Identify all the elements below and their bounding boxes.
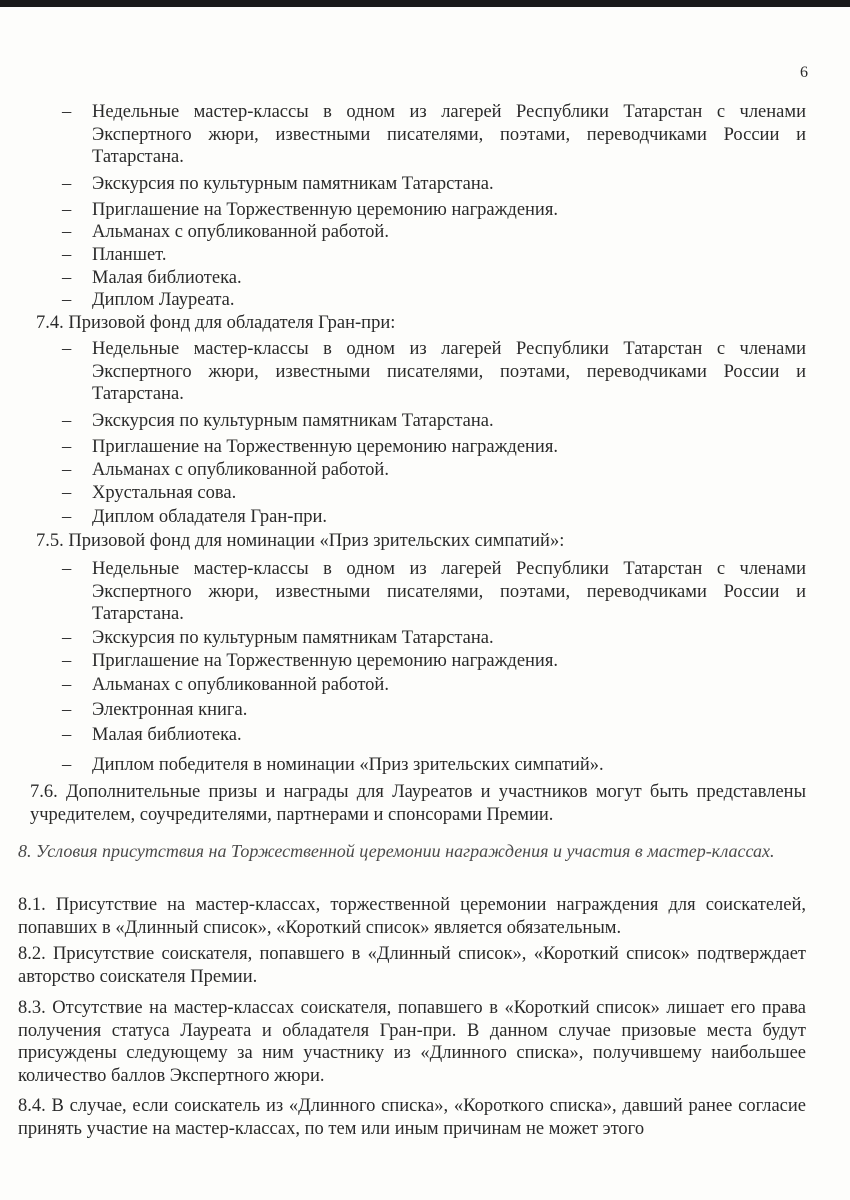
bullet-dash: – bbox=[62, 245, 72, 265]
list-item bbox=[62, 650, 806, 673]
list-item-text: Малая библиотека. bbox=[92, 725, 242, 745]
section-7-5-heading: 7.5. Призовой фонд для номинации «Приз зрительских симпатий»: bbox=[36, 531, 565, 551]
list-item bbox=[62, 754, 806, 777]
section-7-6: 7.6. Дополнительные призы и награды для Лауреатов и участников могут быть представлены учредителем, соучредителями, партнерами и спонсорами Премии. bbox=[30, 782, 806, 825]
bullet-dash: – bbox=[62, 675, 72, 695]
page-number: 6 bbox=[800, 64, 808, 81]
bullet-dash: – bbox=[62, 628, 72, 648]
list-item-text: Альманах с опубликованной работой. bbox=[92, 460, 389, 480]
bullet-dash: – bbox=[62, 755, 72, 775]
list-item bbox=[62, 244, 806, 267]
bullet-dash: – bbox=[62, 460, 72, 480]
section-8-heading: 8. Условия присутствия на Торжественной церемонии награждения и участия в мастер-классах. bbox=[18, 841, 775, 861]
list-item bbox=[62, 724, 806, 747]
list-item-text: Диплом Лауреата. bbox=[92, 290, 235, 310]
bullet-dash: – bbox=[62, 507, 72, 527]
list-item-text: Экскурсия по культурным памятникам Татарстана. bbox=[92, 628, 494, 648]
list-item-text: Приглашение на Торжественную церемонию награждения. bbox=[92, 651, 558, 671]
list-item-text: Приглашение на Торжественную церемонию награждения. bbox=[92, 200, 558, 220]
list-item bbox=[62, 699, 806, 722]
bullet-dash: – bbox=[62, 559, 72, 579]
bullet-dash: – bbox=[62, 437, 72, 457]
bullet-dash: – bbox=[62, 222, 72, 242]
bullet-dash: – bbox=[62, 268, 72, 288]
list-item bbox=[62, 338, 806, 406]
bullet-dash: – bbox=[62, 174, 72, 194]
list-item-text: Недельные мастер-классы в одном из лагерей Республики Татарстан с членами Экспертного жюри, известными писателями, поэтами, переводчиками России и Татарстана. bbox=[92, 102, 806, 167]
list-item-text: Альманах с опубликованной работой. bbox=[92, 675, 389, 695]
scan-edge bbox=[0, 0, 850, 7]
section-8-1: 8.1. Присутствие на мастер-классах, торжественной церемонии награждения для соискателей, попавших в «Длинный список», «Короткий список» является обязательным. bbox=[18, 895, 806, 938]
bullet-dash: – bbox=[62, 651, 72, 671]
bullet-dash: – bbox=[62, 102, 72, 122]
list-item-text: Диплом обладателя Гран-при. bbox=[92, 507, 328, 527]
list-item-text: Экскурсия по культурным памятникам Татарстана. bbox=[92, 411, 494, 431]
list-item-text: Малая библиотека. bbox=[92, 268, 242, 288]
list-item-text: Альманах с опубликованной работой. bbox=[92, 222, 389, 242]
list-item-text: Диплом победителя в номинации «Приз зрительских симпатий». bbox=[92, 755, 604, 775]
bullet-dash: – bbox=[62, 411, 72, 431]
list-item bbox=[62, 558, 806, 626]
list-item-text: Приглашение на Торжественную церемонию награждения. bbox=[92, 437, 558, 457]
list-item bbox=[62, 267, 806, 290]
list-item-text: Недельные мастер-классы в одном из лагерей Республики Татарстан с членами Экспертного жюри, известными писателями, поэтами, переводчиками России и Татарстана. bbox=[92, 559, 806, 624]
bullet-dash: – bbox=[62, 290, 72, 310]
list-item bbox=[62, 221, 806, 244]
list-item bbox=[62, 482, 806, 505]
list-item-text: Планшет. bbox=[92, 245, 167, 265]
bullet-dash: – bbox=[62, 700, 72, 720]
bullet-dash: – bbox=[62, 725, 72, 745]
list-item bbox=[62, 199, 806, 222]
bullet-dash: – bbox=[62, 200, 72, 220]
list-item bbox=[62, 459, 806, 482]
list-item bbox=[62, 101, 806, 169]
list-item-text: Экскурсия по культурным памятникам Татарстана. bbox=[92, 174, 494, 194]
list-item bbox=[62, 410, 806, 433]
section-8-4: 8.4. В случае, если соискатель из «Длинного списка», «Короткого списка», давший ранее согласие принять участие на мастер-классах, по тем или иным причинам не может этого bbox=[18, 1096, 806, 1139]
list-item bbox=[62, 173, 806, 196]
list-item bbox=[62, 627, 806, 650]
bullet-dash: – bbox=[62, 339, 72, 359]
list-item bbox=[62, 674, 806, 697]
section-8-3: 8.3. Отсутствие на мастер-классах соискателя, попавшего в «Короткий список» лишает его права получения статуса Лауреата и обладателя Гран-при. В данном случае призовые места будут присуждены следующему за ним участнику из «Длинного списка», получившему наибольшее количество баллов Экспертного жюри. bbox=[18, 998, 806, 1086]
list-item bbox=[62, 436, 806, 459]
list-item-text: Хрустальная сова. bbox=[92, 483, 237, 503]
list-item-text: Электронная книга. bbox=[92, 700, 248, 720]
list-item bbox=[62, 506, 806, 529]
list-item-text: Недельные мастер-классы в одном из лагерей Республики Татарстан с членами Экспертного жюри, известными писателями, поэтами, переводчиками России и Татарстана. bbox=[92, 339, 806, 404]
section-7-4-heading: 7.4. Призовой фонд для обладателя Гран-при: bbox=[36, 313, 396, 333]
section-8-2: 8.2. Присутствие соискателя, попавшего в «Длинный список», «Короткий список» подтверждает авторство соискателя Премии. bbox=[18, 944, 806, 987]
list-item bbox=[62, 289, 806, 312]
bullet-dash: – bbox=[62, 483, 72, 503]
